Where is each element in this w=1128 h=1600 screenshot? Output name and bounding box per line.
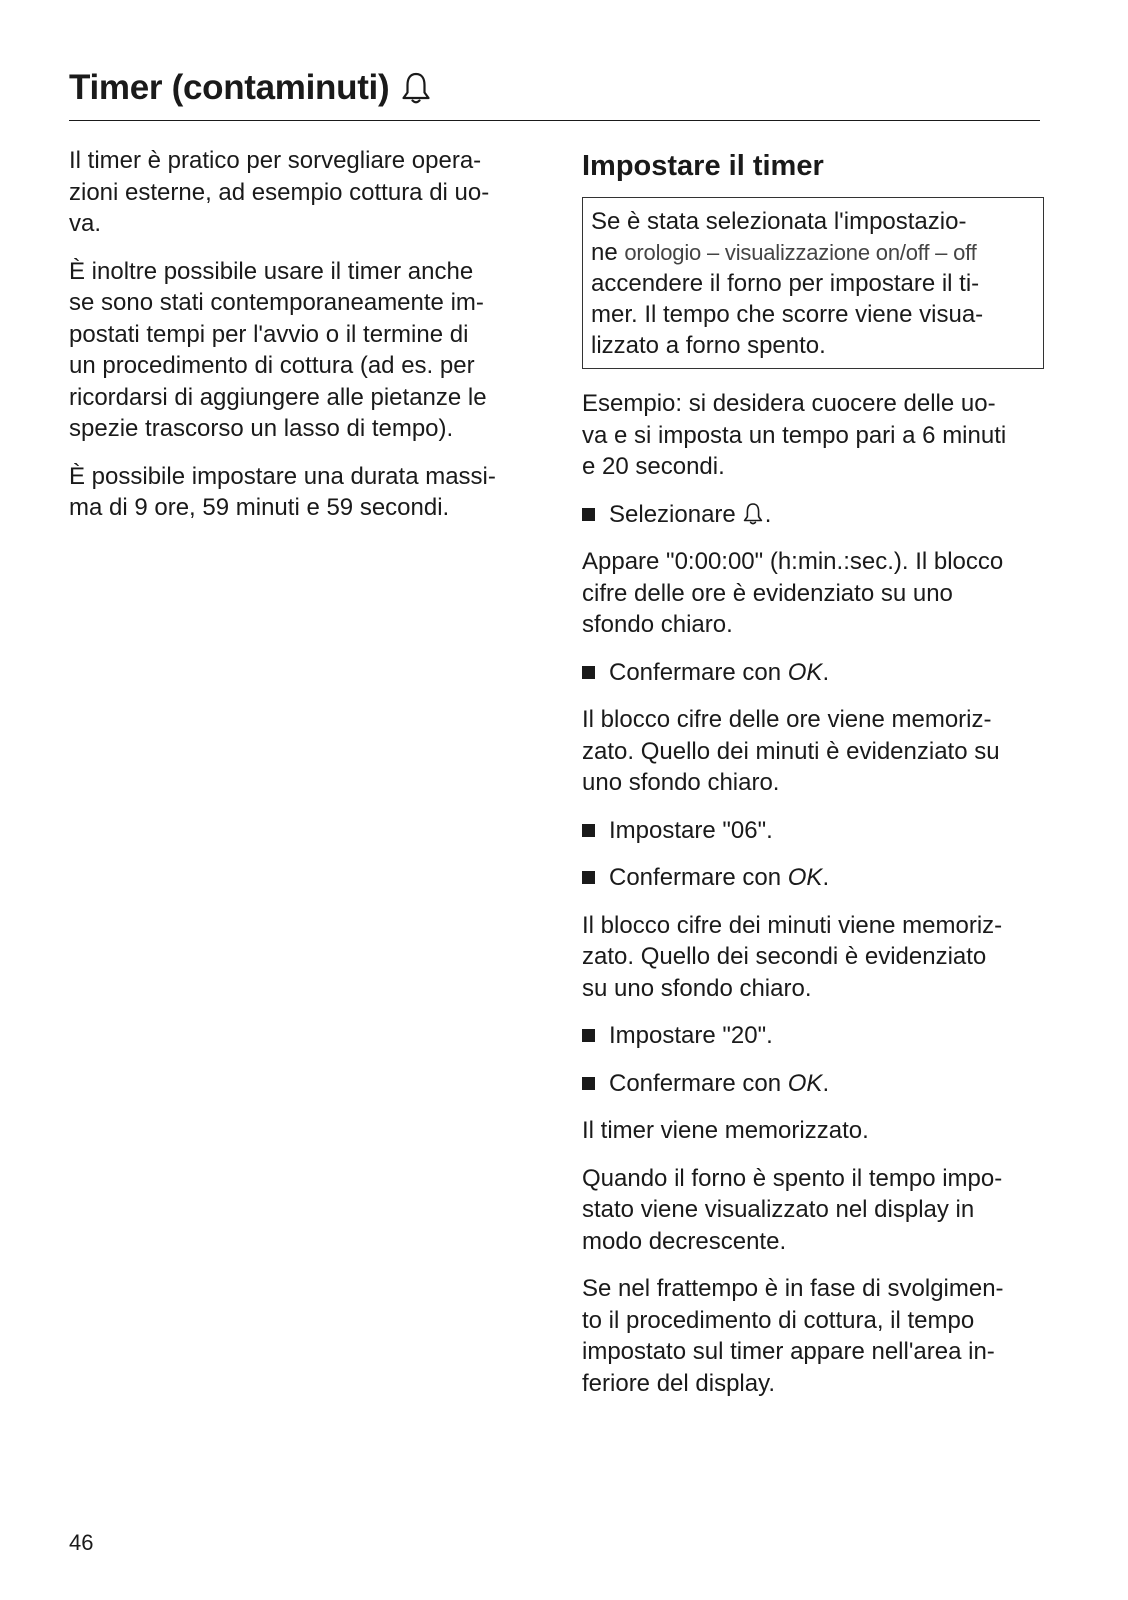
page-title-text: Timer (contaminuti) bbox=[69, 68, 390, 107]
intro-paragraph: Il timer è pratico per sorvegliare opera- zioni esterne, ad esempio cottura di uo- va. bbox=[69, 147, 490, 237]
ok-key-label: OK bbox=[787, 658, 823, 686]
result-paragraph: Quando il forno è spento il tempo impo- stato viene visualizzato nel display in modo decrescente. bbox=[582, 1164, 1003, 1255]
bullet-icon bbox=[582, 666, 595, 679]
note-prefix: ne bbox=[591, 239, 625, 266]
bullet-icon bbox=[582, 508, 595, 521]
intro-column bbox=[69, 145, 544, 540]
example-paragraph: Esempio: si desidera cuocere delle uo- va e si imposta un tempo pari a 6 minuti e 20 secondi. bbox=[582, 390, 1007, 480]
step-text: Selezionare bbox=[609, 500, 736, 528]
bullet-icon bbox=[582, 871, 595, 884]
intro-paragraph: È possibile impostare una durata massi- ma di 9 ore, 59 minuti e 59 secondi. bbox=[69, 462, 496, 521]
bell-icon bbox=[401, 71, 431, 105]
result-paragraph: Il timer viene memorizzato. bbox=[582, 1117, 869, 1144]
step-period: . bbox=[822, 658, 830, 686]
bullet-icon bbox=[582, 1077, 595, 1090]
instructions-column bbox=[582, 145, 1082, 1415]
result-paragraph: Se nel frattempo è in fase di svolgimen- to il procedimento di cottura, il tempo impostato sul timer appare nell'area in- feriore del display. bbox=[582, 1275, 1004, 1397]
note-line bbox=[591, 237, 1035, 268]
result-paragraph: Il blocco cifre dei minuti viene memoriz- zato. Quello dei secondi è evidenziato su uno sfondo chiaro. bbox=[582, 911, 1003, 1002]
step-item bbox=[582, 862, 1082, 894]
step-text: Impostare "20". bbox=[609, 1022, 773, 1049]
page-title bbox=[69, 66, 431, 110]
step-item bbox=[582, 1020, 1082, 1052]
result-paragraph: Il blocco cifre delle ore viene memoriz- zato. Quello dei minuti è evidenziato su uno sfondo chiaro. bbox=[582, 706, 1000, 796]
step-item bbox=[582, 815, 1082, 847]
step-text: Confermare con bbox=[609, 1069, 788, 1097]
bell-icon bbox=[743, 502, 763, 526]
step-text: Confermare con bbox=[609, 864, 788, 891]
ok-key-label: OK bbox=[787, 864, 823, 891]
step-item bbox=[582, 657, 1082, 689]
page-header bbox=[69, 62, 1040, 121]
section-heading: Impostare il timer bbox=[582, 150, 824, 182]
bullet-icon bbox=[582, 1029, 595, 1042]
step-text: Confermare con bbox=[609, 658, 788, 686]
page-number: 46 bbox=[69, 1530, 94, 1555]
display-menu-path: orologio – visualizzazione on/off – off bbox=[624, 240, 977, 265]
step-item bbox=[582, 1068, 1082, 1100]
note-line: Se è stata selezionata l'impostazio- bbox=[591, 208, 967, 235]
intro-paragraph: È inoltre possibile usare il timer anche se sono stati contemporaneamente im- postati tempi per l'avvio o il termine di un procedimento di cottura (ad es. per ricordarsi di aggiungere alle pietanze le spezie trascorso un lasso di tempo). bbox=[69, 257, 487, 442]
step-period: . bbox=[822, 1069, 830, 1097]
ok-key-label: OK bbox=[787, 1069, 823, 1097]
step-item bbox=[582, 499, 1082, 531]
step-text: Impostare "06". bbox=[609, 816, 773, 844]
step-period: . bbox=[822, 864, 830, 891]
note-box bbox=[582, 197, 1044, 369]
step-period: . bbox=[764, 500, 772, 528]
bullet-icon bbox=[582, 824, 595, 837]
result-paragraph: Appare "0:00:00" (h:min.:sec.). Il blocco cifre delle ore è evidenziato su uno sfondo chiaro. bbox=[582, 548, 1004, 638]
note-body: accendere il forno per impostare il ti- mer. Il tempo che scorre viene visua- lizzato a forno spento. bbox=[591, 270, 984, 359]
